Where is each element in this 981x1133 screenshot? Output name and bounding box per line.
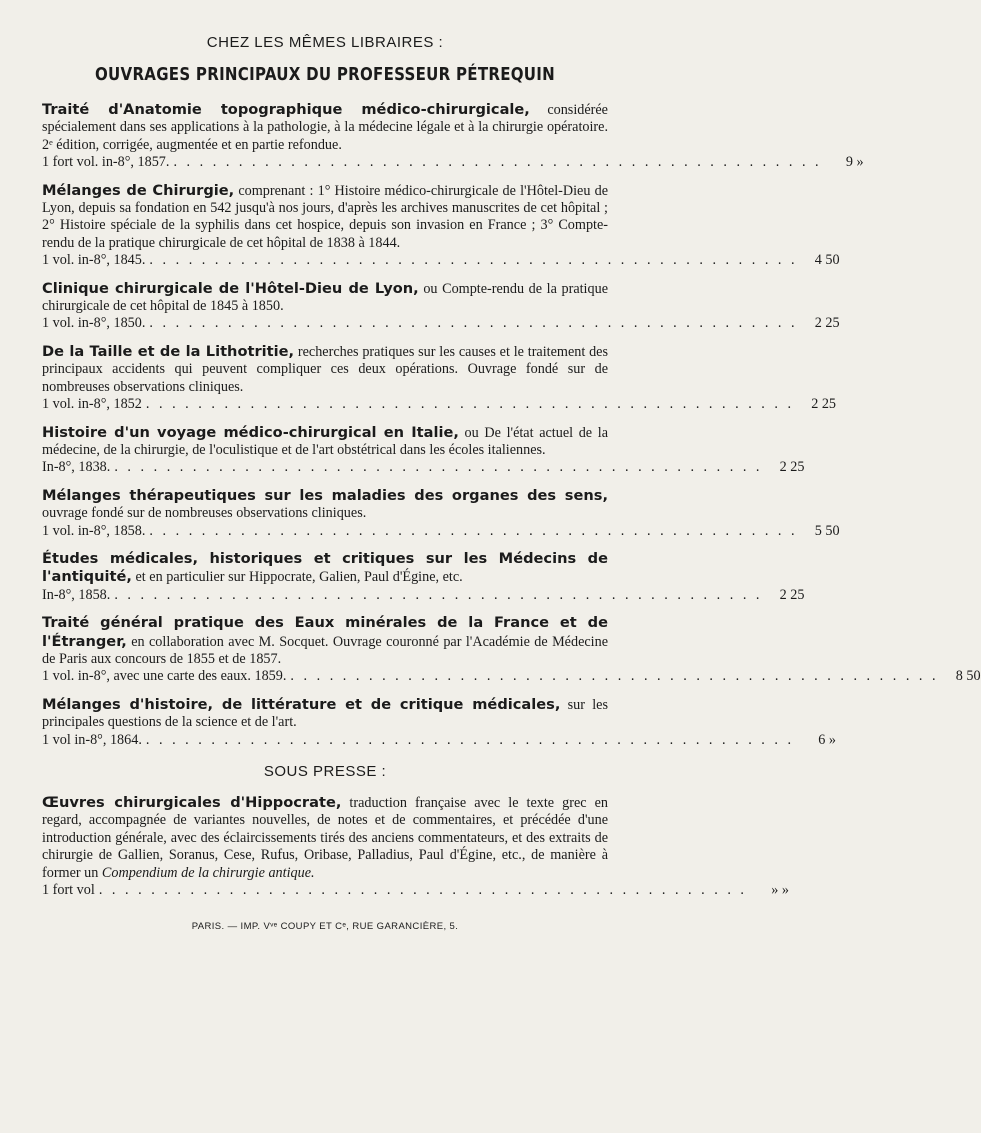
entry-price: 2 25: [779, 586, 805, 603]
entry-format: 1 vol. in-8°, 1845.: [42, 252, 146, 269]
entry-price-line: [42, 731, 837, 749]
entry-title: De la Taille et de la Lithotritie,: [42, 342, 295, 360]
entry-format: In-8°, 1858.: [42, 586, 111, 603]
entry-format: 1 fort vol: [42, 882, 95, 899]
entry-price: 5 50: [814, 522, 840, 539]
entry-format: 1 vol. in-8°, 1852: [42, 396, 142, 413]
entry-price: 9 »: [845, 154, 864, 171]
entry-title: Œuvres chirurgicales d'Hippocrate,: [42, 794, 342, 811]
catalog-entry: [42, 549, 805, 604]
leader-dots: . . . . . . . . . . . . . . . . . . . . . . . . . . . . . . . . . . . . . . . . . . . . . . . . . .: [149, 252, 798, 269]
entry-price-line: [42, 522, 840, 540]
entry-body: en collaboration avec M. Socquet. Ouvrage couronné par l'Académie de Médecine de Paris aux concours de 1855 et de 1857.: [42, 633, 608, 667]
entry-price-line: [42, 396, 837, 413]
entry-title: Traité d'Anatomie topographique médico-chirurgicale,: [42, 101, 530, 118]
catalog-entry: [42, 486, 840, 540]
catalog-entry: [42, 181, 840, 270]
entry-price-line: [42, 586, 805, 604]
leader-dots: . . . . . . . . . . . . . . . . . . . . . . . . . . . . . . . . . . . . . . . . . . . . . . . . . .: [149, 315, 798, 332]
entry-body: recherches pratiques sur les causes et le traitement des principaux accidents qui peuvent compliquer ces deux opérations. Ouvrage fondé sur de nombreuses observations cliniques.: [42, 343, 608, 395]
catalog-entry: [42, 279, 840, 333]
entry-body: comprenant : 1° Histoire médico-chirurgicale de l'Hôtel-Dieu de Lyon, depuis sa fondation en 542 jusqu'à nos jours, d'après les archives manuscrites de cet hôpital ; 2° Histoire spéciale de la syphilis dans cet hospice, depuis son invasion en France ; 3° Compte-rendu de la pratique chirurgicale de cet hôpital de 1838 à 1844.: [42, 182, 608, 251]
entry-price: 4 50: [814, 252, 840, 269]
entry-price-line: [42, 882, 789, 899]
entry-format: In-8°, 1838.: [42, 459, 111, 476]
entry-title: Histoire d'un voyage médico-chirurgical en Italie,: [42, 423, 459, 441]
catalog-entry: [42, 342, 837, 414]
leader-dots: . . . . . . . . . . . . . . . . . . . . . . . . . . . . . . . . . . . . . . . . . . . . . . . . . .: [98, 882, 747, 899]
entry-body: ou Compte-rendu de la pratique chirurgicale de cet hôpital de 1845 à 1850.: [42, 280, 608, 315]
entry-body: ouvrage fondé sur de nombreuses observations cliniques.: [42, 505, 367, 522]
entry-price: 6 »: [818, 731, 837, 748]
leader-dots: . . . . . . . . . . . . . . . . . . . . . . . . . . . . . . . . . . . . . . . . . . . . . . . . . .: [114, 459, 763, 476]
leader-dots: . . . . . . . . . . . . . . . . . . . . . . . . . . . . . . . . . . . . . . . . . . . . . . . . . .: [145, 396, 795, 413]
entry-format: 1 vol. in-8°, avec une carte des eaux. 1859.: [42, 668, 287, 685]
entry-title: Études médicales, historiques et critiques sur les Médecins de l'antiquité,: [42, 549, 608, 586]
entry-body: considérée spécialement dans ses applications à la pathologie, à la médecine légale et à la chirurgie opératoire. 2ᵉ édition, corrigée, augmentée et en partie refondue.: [42, 102, 608, 153]
publisher-header: CHEZ LES MÊMES LIBRAIRES :: [206, 34, 444, 51]
entry-format: 1 vol in-8°, 1864.: [42, 731, 142, 748]
entry-format: 1 vol. in-8°, 1850.: [42, 315, 146, 332]
entry-price: 8 50: [955, 668, 981, 685]
entry-price-line: [42, 459, 805, 476]
entry-price-line: [42, 315, 840, 332]
entry-title: Mélanges d'histoire, de littérature et de critique médicales,: [42, 695, 561, 713]
catalog-entry: [42, 101, 864, 172]
entry-price-line: [42, 252, 840, 269]
entry-italic: Compendium de la chirurgie antique.: [101, 864, 315, 881]
catalog-list: [42, 101, 981, 749]
entry-body: traduction française avec le texte grec en regard, accompagnée de variantes nouvelles, de notes et de commentaires, et précédée d'une introduction générale, avec des éclaircissements tirés des anciens commentateurs, et des extraits de chirurgie de Gallien, Soranus, Cese, Rufus, Oribase, Palladius, Paul d'Égine, etc., de manière à former un: [42, 795, 608, 881]
entry-body: sur les principales questions de la science et de l'art.: [42, 696, 609, 731]
leader-dots: . . . . . . . . . . . . . . . . . . . . . . . . . . . . . . . . . . . . . . . . . . . . . . . . . .: [173, 154, 822, 171]
entry-title: Clinique chirurgicale de l'Hôtel-Dieu de Lyon,: [42, 279, 419, 297]
printer-footer: PARIS. — IMP. Vᵛᵉ COUPY ET Cᵉ, RUE GARANCIÈRE, 5.: [191, 921, 459, 933]
leader-dots: . . . . . . . . . . . . . . . . . . . . . . . . . . . . . . . . . . . . . . . . . . . . . . . . . .: [149, 522, 798, 539]
entry-format: 1 vol. in-8°, 1858.: [42, 522, 146, 539]
entry-price-line: [42, 154, 864, 171]
page-title: OUVRAGES PRINCIPAUX DU PROFESSEUR PÉTREQUIN: [95, 65, 555, 85]
entry-body: et en particulier sur Hippocrate, Galien, Paul d'Égine, etc.: [131, 569, 463, 586]
in-press-header: SOUS PRESSE :: [263, 763, 387, 780]
entry-price: » »: [771, 882, 789, 899]
catalog-entry: [42, 695, 837, 749]
catalog-entry: [42, 614, 981, 686]
entry-title: Mélanges de Chirurgie,: [42, 181, 235, 199]
entry-title: Mélanges thérapeutiques sur les maladies des organes des sens,: [42, 486, 608, 504]
press-entry: [42, 794, 789, 899]
catalog-entry: [42, 423, 805, 477]
entry-price-line: [42, 668, 981, 685]
entry-price: 2 25: [811, 396, 837, 413]
entry-price: 2 25: [779, 459, 805, 476]
leader-dots: . . . . . . . . . . . . . . . . . . . . . . . . . . . . . . . . . . . . . . . . . . . . . . . . . .: [145, 731, 795, 748]
leader-dots: . . . . . . . . . . . . . . . . . . . . . . . . . . . . . . . . . . . . . . . . . . . . . . . . . .: [290, 668, 939, 685]
entry-title: Traité général pratique des Eaux minérales de la France et de l'Étranger,: [42, 614, 608, 650]
leader-dots: . . . . . . . . . . . . . . . . . . . . . . . . . . . . . . . . . . . . . . . . . . . . . . . . . .: [114, 586, 763, 603]
entry-price: 2 25: [814, 315, 840, 332]
entry-format: 1 fort vol. in-8°, 1857.: [42, 154, 170, 171]
entry-body: ou De l'état actuel de la médecine, de la chirurgie, de l'oculistique et de l'art obstétrical dans les écoles italiennes.: [42, 424, 608, 458]
